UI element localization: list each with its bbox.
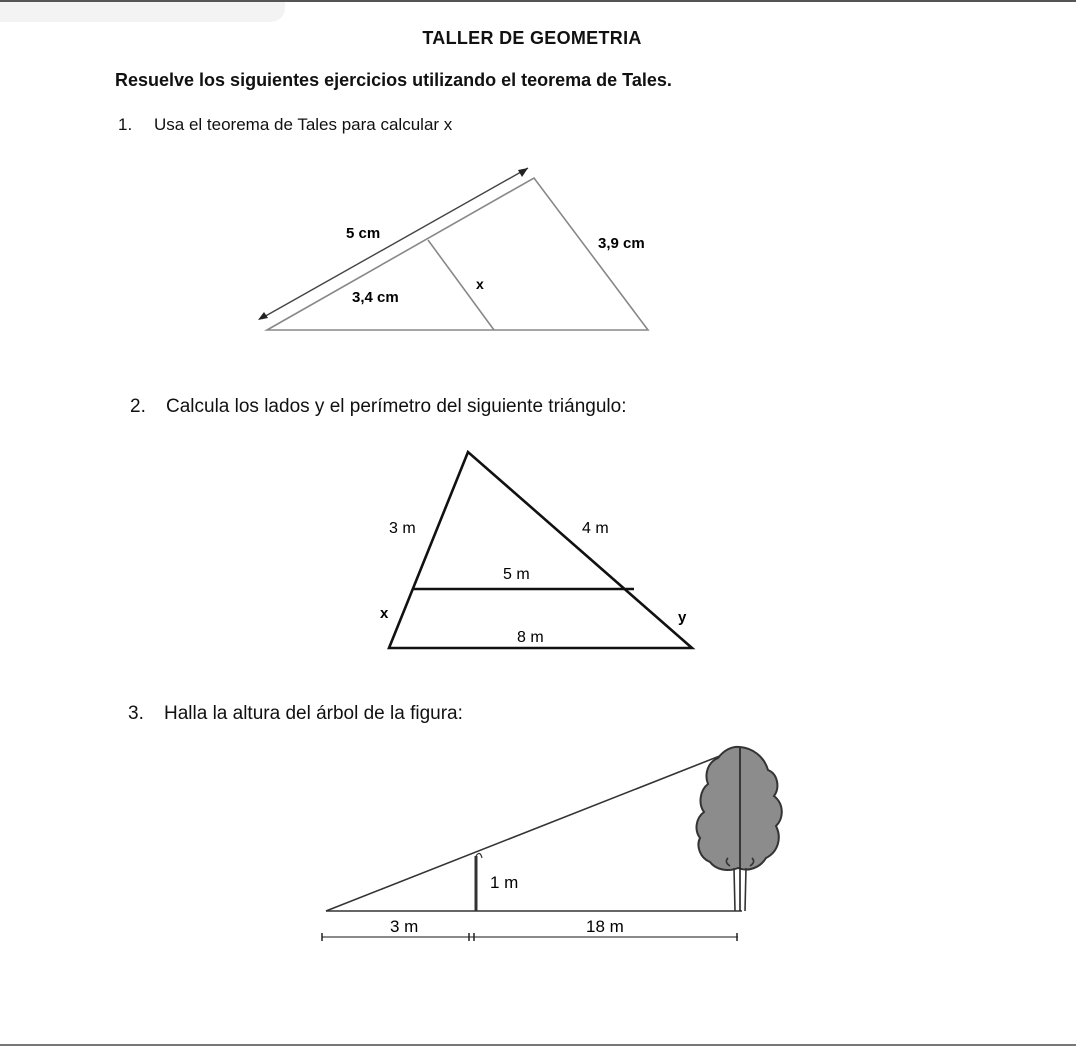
ex2-label-y: y — [678, 609, 687, 626]
ex2-label-3m: 3 m — [389, 520, 416, 537]
exercise-2-text: Calcula los lados y el perímetro del siguiente triángulo: — [166, 396, 627, 417]
instructions: Resuelve los siguientes ejercicios utilizando el teorema de Tales. — [115, 70, 672, 90]
page-title: TALLER DE GEOMETRIA — [422, 28, 642, 48]
exercise-3-number: 3. — [128, 703, 144, 724]
ex2-label-x: x — [380, 605, 389, 622]
exercise-2-number: 2. — [130, 396, 146, 417]
ex3-tree-crown — [697, 747, 782, 870]
ex2-label-8m: 8 m — [517, 629, 544, 646]
ex1-label-39cm: 3,9 cm — [598, 235, 645, 252]
exercise-1-number: 1. — [118, 115, 133, 134]
ex3-label-1m: 1 m — [490, 873, 519, 892]
exercise-3-text: Halla la altura del árbol de la figura: — [164, 703, 463, 724]
ex1-label-5cm: 5 cm — [346, 225, 381, 242]
exercise-1-text: Usa el teorema de Tales para calcular x — [154, 115, 453, 134]
ex3-label-18m: 18 m — [586, 917, 624, 936]
ex3-label-3m: 3 m — [390, 917, 419, 936]
ex2-label-5m: 5 m — [503, 566, 530, 583]
ex2-label-4m: 4 m — [582, 520, 609, 537]
ex1-label-x: x — [476, 276, 484, 292]
ex3-sight-line — [326, 748, 740, 911]
ex1-label-34cm: 3,4 cm — [352, 289, 399, 306]
